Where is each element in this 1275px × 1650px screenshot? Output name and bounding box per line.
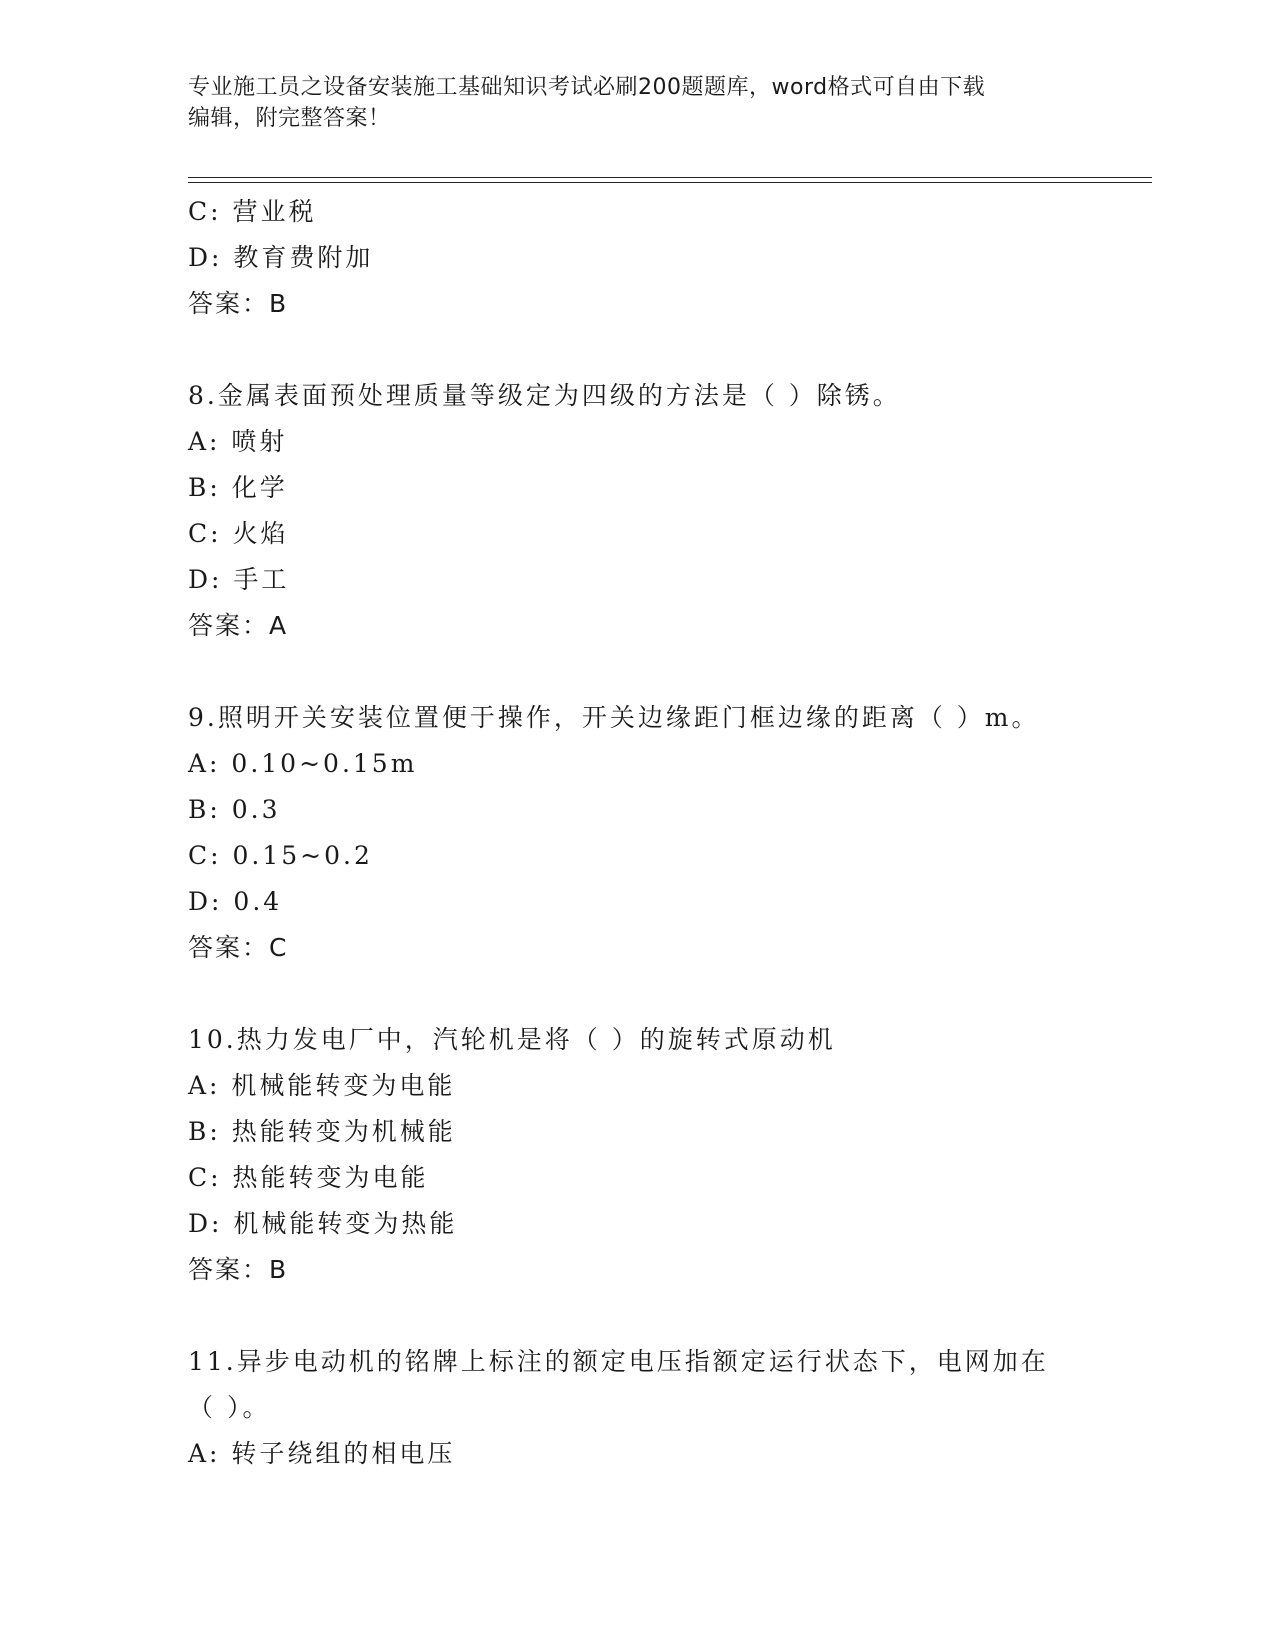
spacer xyxy=(188,1293,1138,1339)
question-list xyxy=(188,189,1138,1477)
option-d: D: 0.4 xyxy=(188,887,283,916)
option-a: A: 0.10~0.15m xyxy=(188,749,418,778)
option-a: A: 转子绕组的相电压 xyxy=(188,1439,456,1468)
question-stem: 10.热力发电厂中，汽轮机是将（ ）的旋转式原动机 xyxy=(188,1025,836,1054)
option-c: C: 热能转变为电能 xyxy=(188,1163,429,1192)
header-divider-bottom xyxy=(188,182,1152,183)
question-stem-line-1: 11.异步电动机的铭牌上标注的额定电压指额定运行状态下，电网加在 xyxy=(188,1347,1049,1376)
option-d: D: 机械能转变为热能 xyxy=(188,1209,458,1238)
spacer xyxy=(188,971,1138,1017)
option-d: D: 手工 xyxy=(188,565,290,594)
answer: 答案：B xyxy=(188,1255,289,1284)
option-c: C: 火焰 xyxy=(188,519,289,548)
option-a: A: 机械能转变为电能 xyxy=(188,1071,456,1100)
option-d: D: 教育费附加 xyxy=(188,243,374,272)
option-b: B: 0.3 xyxy=(188,795,281,824)
option-c: C: 营业税 xyxy=(188,197,317,226)
option-b: B: 化学 xyxy=(188,473,288,502)
question-stem: 9.照明开关安装位置便于操作，开关边缘距门框边缘的距离（ ）m。 xyxy=(188,703,1040,732)
header-divider-top xyxy=(188,177,1152,178)
question-8 xyxy=(188,373,1138,649)
option-c: C: 0.15~0.2 xyxy=(188,841,373,870)
header-line-1: 专业施工员之设备安装施工基础知识考试必刷200题题库，word格式可自由下载 xyxy=(188,75,986,100)
question-10 xyxy=(188,1017,1138,1293)
header-line-2: 编辑，附完整答案！ xyxy=(188,106,391,131)
question-9 xyxy=(188,695,1138,971)
document-header xyxy=(188,72,1088,134)
answer: 答案：A xyxy=(188,611,289,640)
spacer xyxy=(188,649,1138,695)
spacer xyxy=(188,327,1138,373)
option-a: A: 喷射 xyxy=(188,427,288,456)
answer: 答案：B xyxy=(188,289,289,318)
option-b: B: 热能转变为机械能 xyxy=(188,1117,456,1146)
question-stem-line-2: （ ）。 xyxy=(188,1393,271,1422)
question-stem: 8.金属表面预处理质量等级定为四级的方法是（ ）除锈。 xyxy=(188,381,901,410)
answer: 答案：C xyxy=(188,933,289,962)
question-7 xyxy=(188,189,1138,327)
question-11 xyxy=(188,1339,1138,1477)
